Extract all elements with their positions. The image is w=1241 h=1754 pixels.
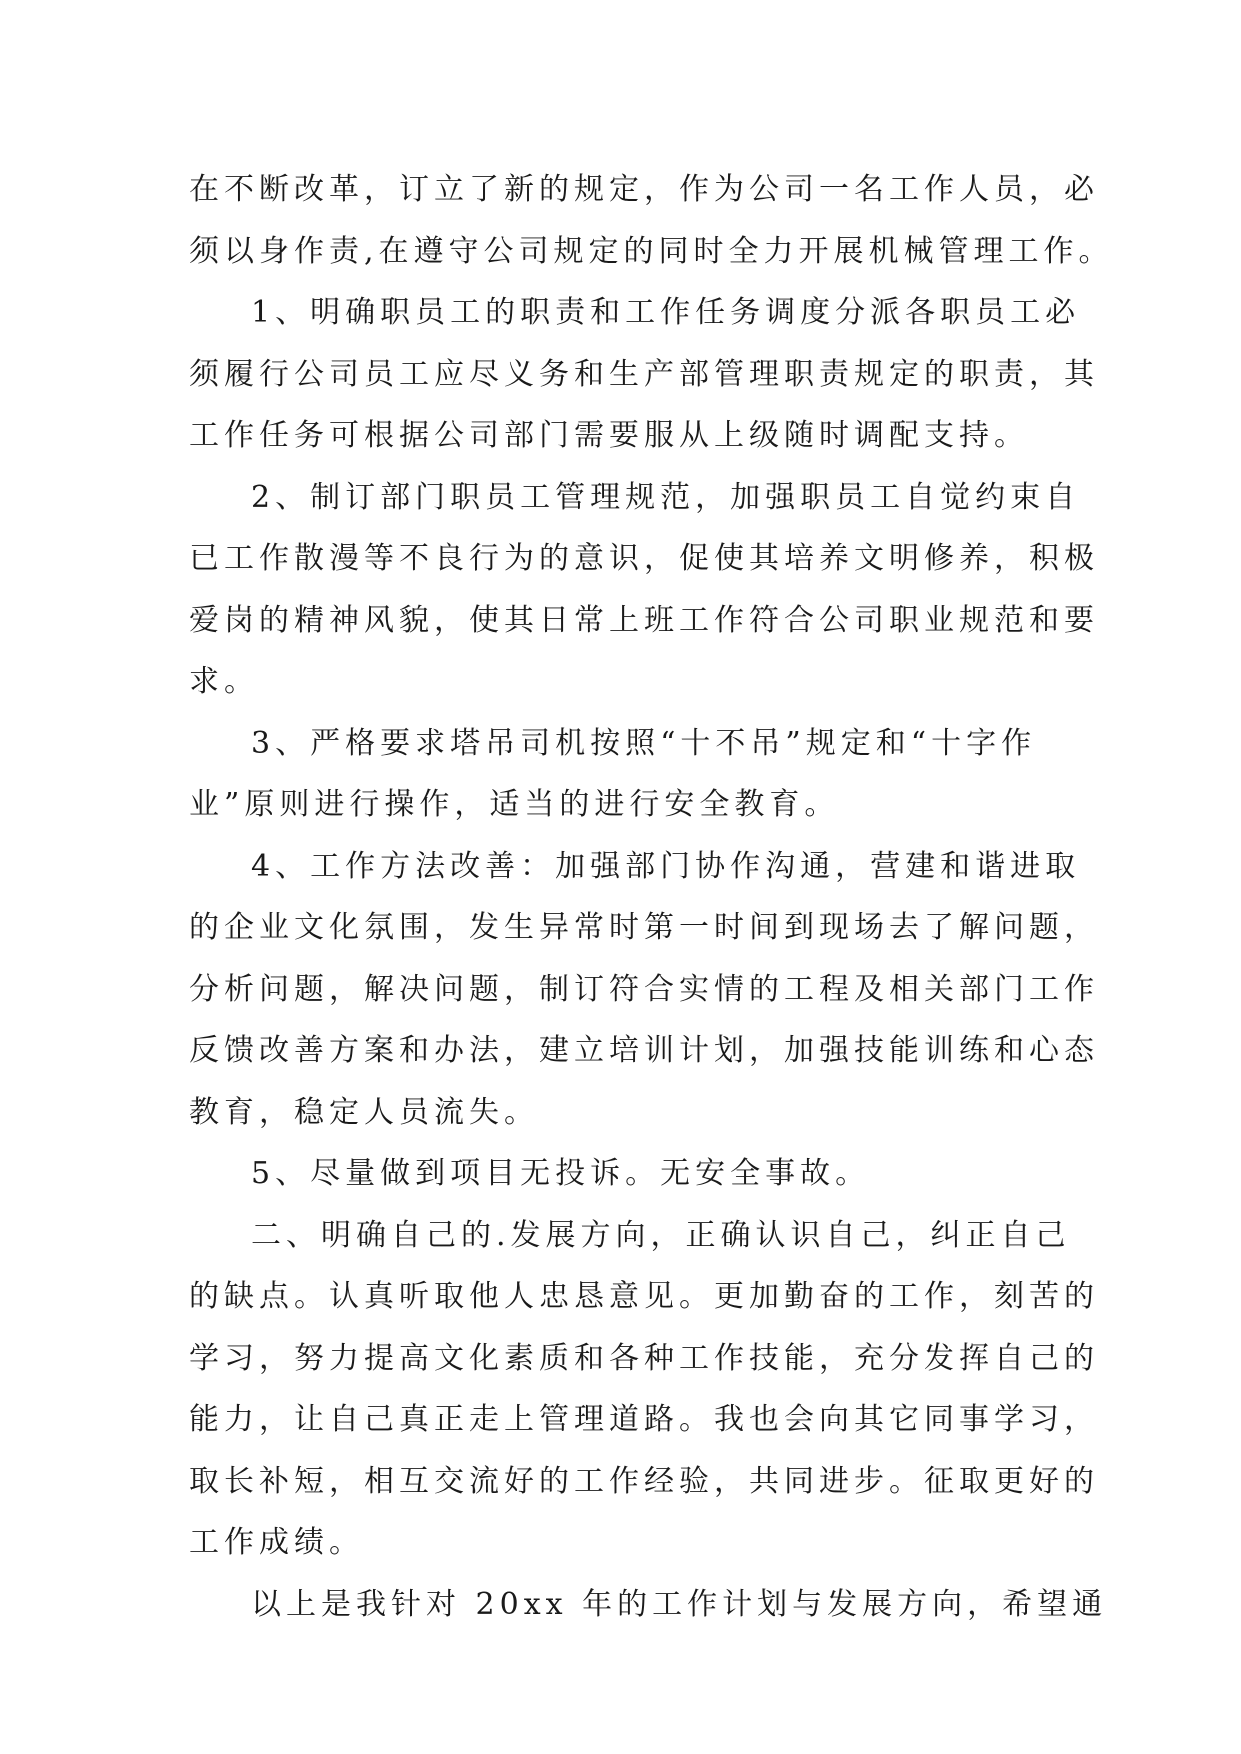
text-line: 反馈改善方案和办法，建立培训计划，加强技能训练和心态 [189, 1033, 1099, 1068]
text-line: 须履行公司员工应尽义务和生产部管理职责规定的职责，其 [189, 356, 1099, 392]
text-line: 二、明确自己的.发展方向，正确认识自己，纠正自己 [251, 1217, 1071, 1253]
text-line: 的企业文化氛围，发生异常时第一时间到现场去了解问题， [189, 910, 1099, 945]
document-body [189, 159, 1114, 1635]
text-line: 分析问题，解决问题，制订符合实情的工程及相关部门工作 [189, 971, 1099, 1007]
text-line: 爱岗的精神风貌，使其日常上班工作符合公司职业规范和要 [189, 602, 1099, 638]
text-line: 2、制订部门职员工管理规范，加强职员工自觉约束自 [251, 479, 1081, 515]
text-line: 业”原则进行操作，适当的进行安全教育。 [189, 787, 840, 822]
text-line: 须以身作责,在遵守公司规定的同时全力开展机械管理工作。 [189, 233, 1114, 269]
text-line: 1、明确职员工的职责和工作任务调度分派各职员工必 [251, 295, 1081, 330]
text-line: 在不断改革，订立了新的规定，作为公司一名工作人员，必 [189, 172, 1099, 207]
text-line: 工作成绩。 [189, 1525, 364, 1560]
text-line: 能力，让自己真正走上管理道路。我也会向其它同事学习， [189, 1402, 1099, 1437]
text-line: 取长补短，相互交流好的工作经验，共同进步。征取更好的 [189, 1463, 1099, 1499]
text-line: 3、严格要求塔吊司机按照“十不吊”规定和“十字作 [251, 725, 1037, 761]
text-line: 4、工作方法改善：加强部门协作沟通，营建和谐进取 [251, 848, 1081, 884]
text-line: 工作任务可根据公司部门需要服从上级随时调配支持。 [189, 418, 1029, 453]
text-line: 已工作散漫等不良行为的意识，促使其培养文明修养，积极 [189, 541, 1099, 576]
text-line: 教育，稳定人员流失。 [189, 1094, 539, 1130]
text-line: 的缺点。认真听取他人忠恳意见。更加勤奋的工作，刻苦的 [189, 1279, 1099, 1314]
text-line: 求。 [189, 664, 259, 699]
text-line: 学习，努力提高文化素质和各种工作技能，充分发挥自己的 [189, 1340, 1099, 1376]
text-line: 5、尽量做到项目无投诉。无安全事故。 [251, 1156, 871, 1191]
text-line: 以上是我针对 20xx 年的工作计划与发展方向，希望通 [251, 1586, 1108, 1622]
